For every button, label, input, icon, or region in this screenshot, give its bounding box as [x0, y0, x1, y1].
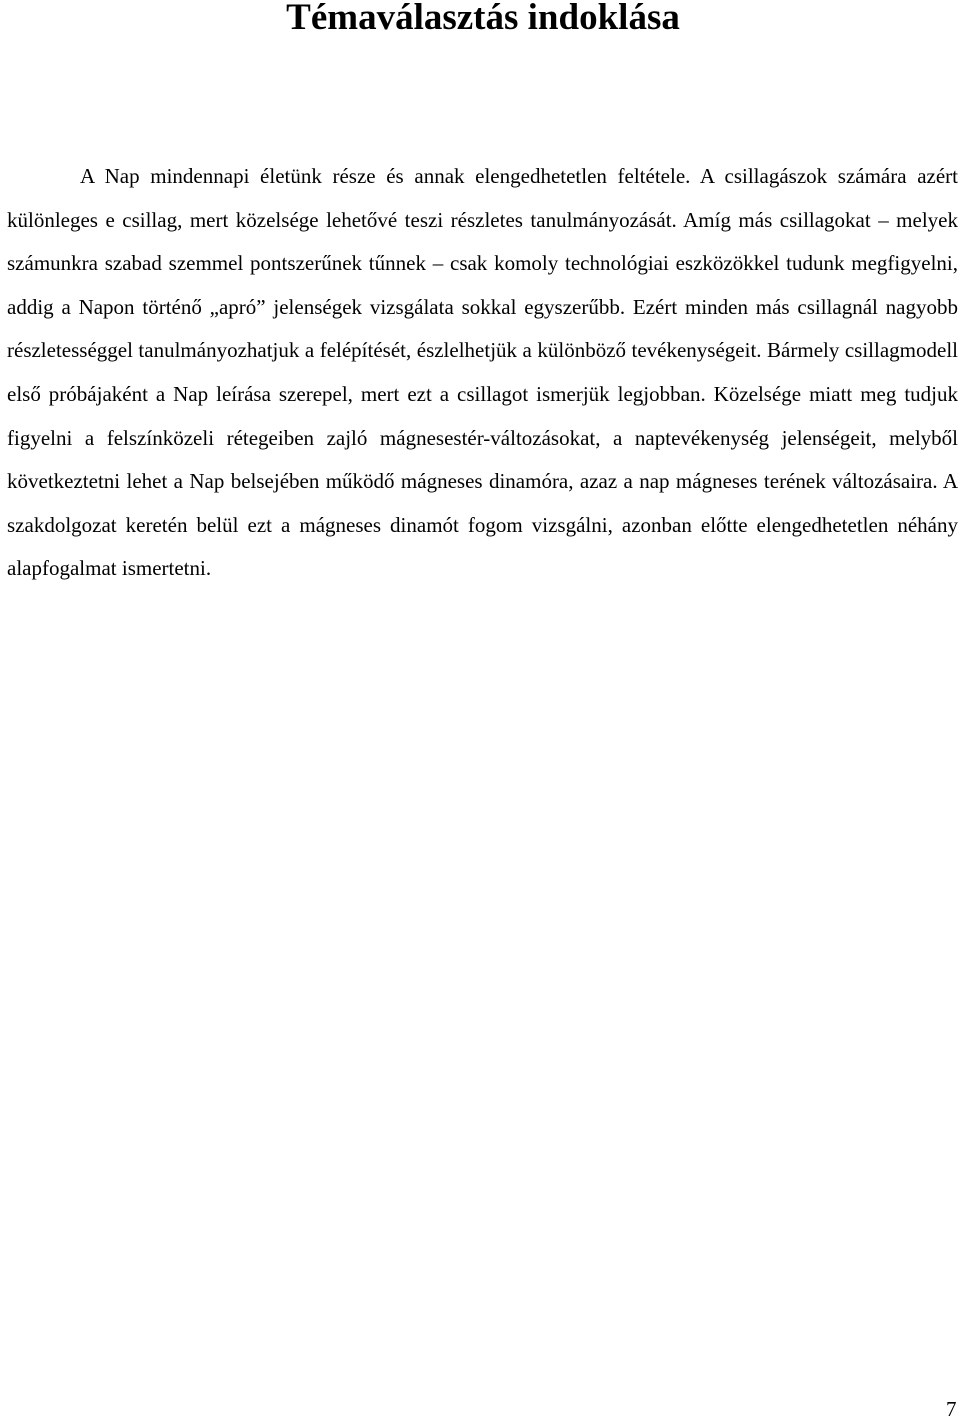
body-paragraph: A Nap mindennapi életünk része és annak elengedhetetlen feltétele. A csillagászok számára azért különleges e csillag, mert közelsége lehetővé teszi részletes tanulmányozását. Amíg más csillagokat – melyek számunkra szabad szemmel pontszerűnek tűnnek – csak komoly technológiai eszközökkel tudunk megfigyelni, addig a Napon történő „apró” jelenségek vizsgálata sokkal egyszerűbb. Ezért minden más csillagnál nagyobb részletességgel tanulmányozhatjuk a felépítését, észlelhetjük a különböző tevékenységeit. Bármely csillagmodell első próbájaként a Nap leírása szerepel, mert ezt a csillagot ismerjük legjobban. Közelsége miatt meg tudjuk figyelni a felszínközeli rétegeiben zajló mágnesestér-változásokat, a naptevékenység jelenségeit, melyből következtetni lehet a Nap belsejében működő mágneses dinamóra, azaz a nap mágneses terének változásaira. A szakdolgozat keretén belül ezt a mágneses dinamót fogom vizsgálni, azonban előtte elengedhetetlen néhány alapfogalmat ismertetni. [7, 164, 958, 581]
page-number: 7 [946, 1397, 957, 1421]
page-title: Témaválasztás indoklása [286, 0, 680, 38]
